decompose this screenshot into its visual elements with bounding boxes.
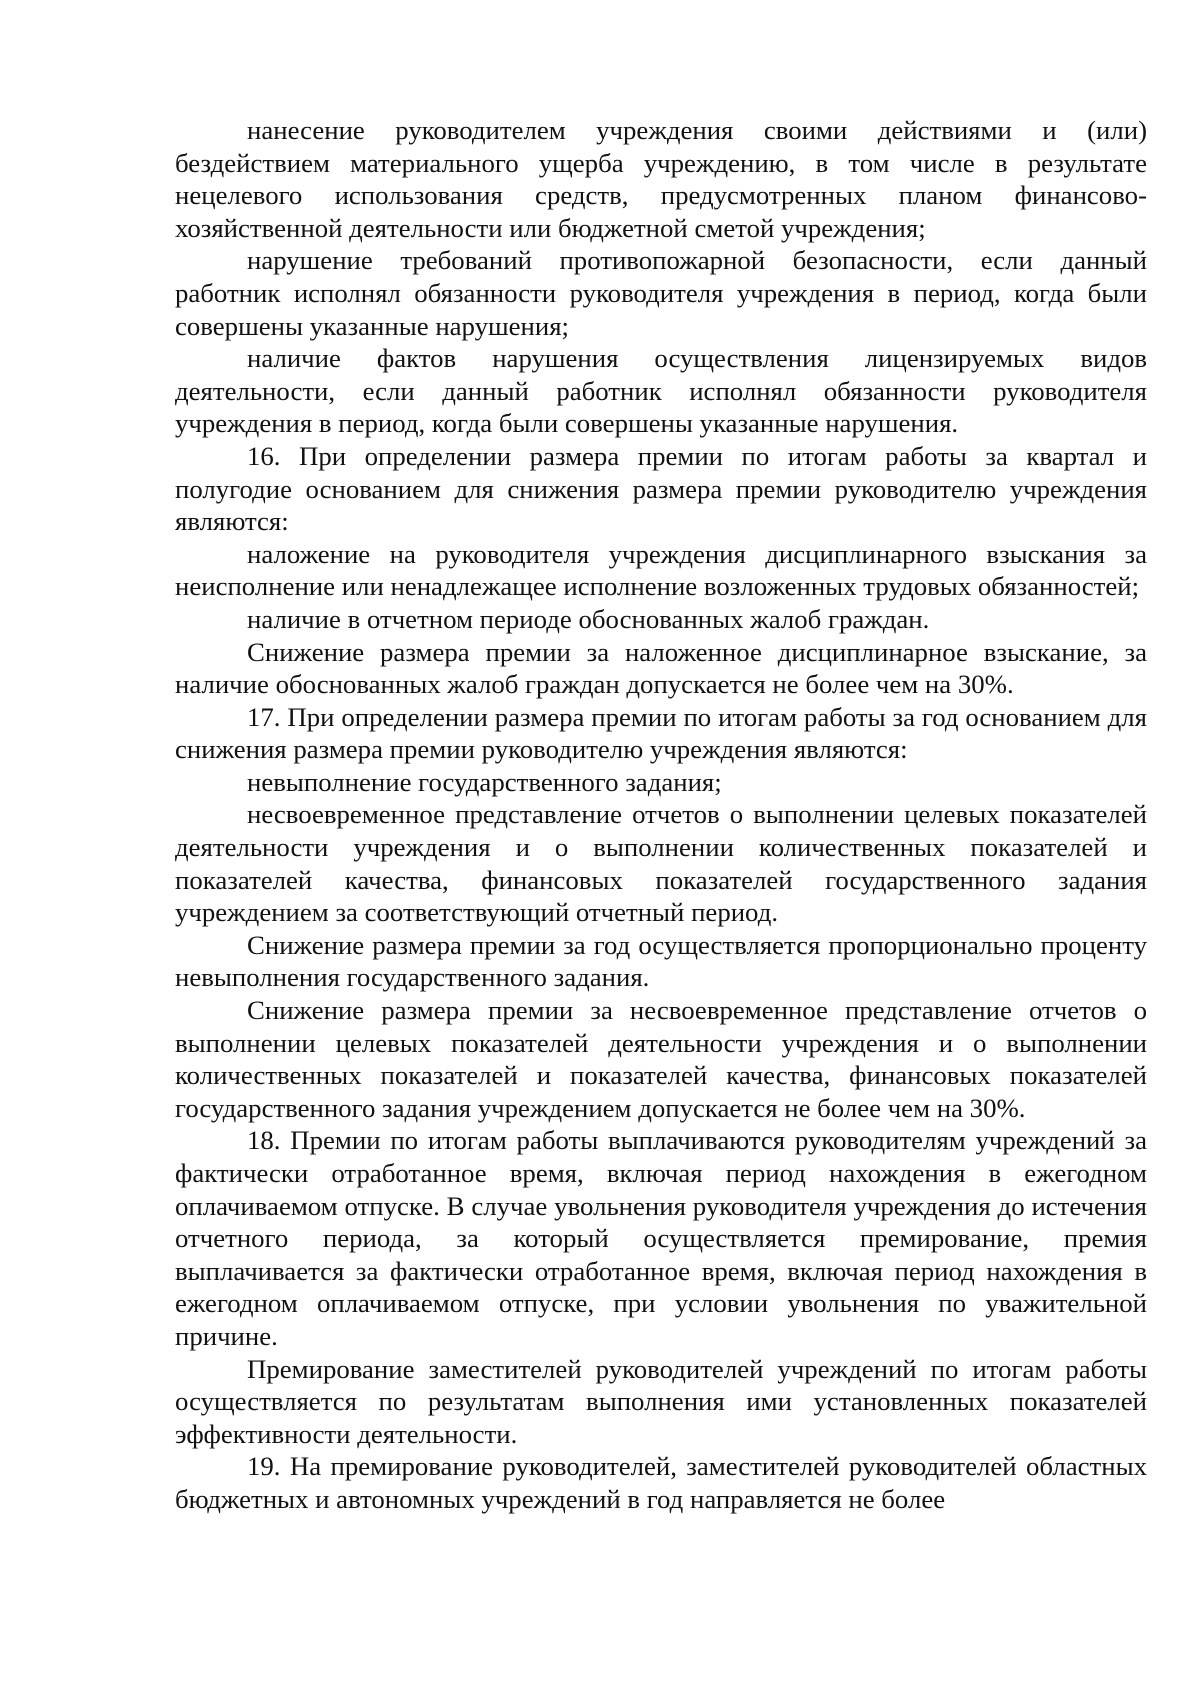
paragraph-citizen-complaints: наличие в отчетном периоде обоснованных жалоб граждан.	[247, 603, 930, 634]
paragraph-material-damage: нанесение руководителем учреждения своими действиями и (или) бездействием материального ущерба учреждению, в том числе в результате нецелевого использования средств, предусмотренных планом финансово-хозяйственной деятельности или бюджетной сметой учреждения;	[175, 115, 1147, 243]
paragraph-item-16: 16. При определении размера премии по итогам работы за квартал и полугодие основанием для снижения размера премии руководителю учреждения являются:	[175, 440, 1147, 537]
paragraph-deputy-bonuses: Премирование заместителей руководителей учреждений по итогам работы осуществляется по результатам выполнения ими установленных показателей эффективности деятельности.	[175, 1353, 1147, 1449]
paragraph-item-18: 18. Премии по итогам работы выплачиваются руководителям учреждений за фактически отработанное время, включая период нахождения в ежегодном оплачиваемом отпуске. В случае увольнения руководителя учреждения до истечения отчетного периода, за который осуществляется премирование, премия выплачивается за фактически отработанное время, включая период нахождения в ежегодном оплачиваемом отпуске, при условии увольнения по уважительной причине.	[175, 1125, 1147, 1351]
paragraph-fire-safety: нарушение требований противопожарной безопасности, если данный работник исполнял обязанности руководителя учреждения в период, когда были совершены указанные нарушения;	[175, 245, 1147, 341]
paragraph-item-17: 17. При определении размера премии по итогам работы за год основанием для снижения размера премии руководителю учреждения являются:	[175, 701, 1147, 765]
document-body	[175, 114, 1147, 1516]
paragraph-licensing-violations: наличие фактов нарушения осуществления лицензируемых видов деятельности, если данный работник исполнял обязанности руководителя учреждения в период, когда были совершены указанные нарушения.	[175, 343, 1147, 439]
paragraph-reduction-30-percent: Снижение размера премии за наложенное дисциплинарное взыскание, за наличие обоснованных жалоб граждан допускается не более чем на 30%.	[175, 636, 1147, 700]
paragraph-proportional-reduction: Снижение размера премии за год осуществляется пропорционально проценту невыполнения государственного задания.	[175, 929, 1147, 993]
paragraph-disciplinary-penalty: наложение на руководителя учреждения дисциплинарного взыскания за неисполнение или ненадлежащее исполнение возложенных трудовых обязанностей;	[175, 538, 1147, 602]
paragraph-state-task-failure: невыполнение государственного задания;	[247, 766, 722, 797]
paragraph-late-reports-reduction: Снижение размера премии за несвоевременное представление отчетов о выполнении целевых показателей деятельности учреждения и о выполнении количественных показателей и показателей качества, финансовых показателей государственного задания учреждением допускается не более чем на 30%.	[175, 995, 1147, 1123]
paragraph-late-reports: несвоевременное представление отчетов о выполнении целевых показателей деятельности учреждения и о выполнении количественных показателей и показателей качества, финансовых показателей государственного задания учреждением за соответствующий отчетный период.	[175, 799, 1147, 928]
paragraph-item-19: 19. На премирование руководителей, заместителей руководителей областных бюджетных и автономных учреждений в год направляется не более	[175, 1451, 1147, 1514]
